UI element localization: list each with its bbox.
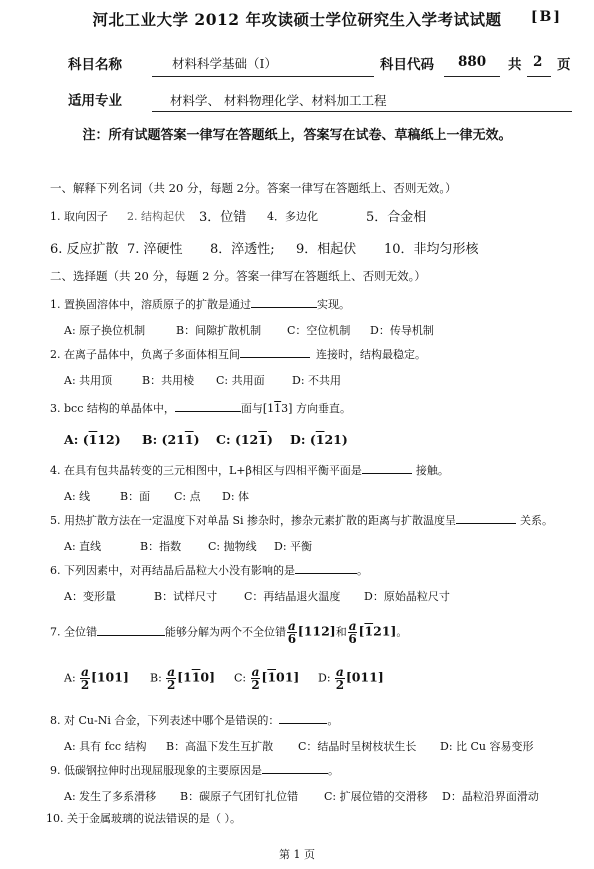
q1-option-a: A: 原子换位机制 (64, 324, 146, 337)
q9-option-c: C: 扩展位错的交滑移 (324, 790, 428, 803)
q8-option-a: A: 具有 fcc 结构 (64, 740, 147, 753)
question-2 (50, 346, 426, 362)
q9-option-d: D：晶粒沿界面滑动 (442, 790, 539, 803)
q8-option-b: B：高温下发生互扩散 (166, 740, 274, 753)
q3-d-part1: ( (309, 432, 316, 447)
q3-b-bar: 1 (184, 432, 194, 447)
q7-a-fraction (80, 666, 90, 691)
q5-stem-end: 关系。 (520, 514, 554, 527)
q7-stem-mid: 能够分解为两个不全位错 (165, 625, 286, 639)
page-footer: 第 1 页 (279, 848, 315, 861)
q1-stem: 1. 置换固溶体中，溶质原子的扩散是通过 (50, 298, 251, 311)
q7-v2-bar: 1 (364, 623, 374, 639)
major-underline (152, 111, 572, 112)
subject-name-value: 材料科学基础（I） (172, 56, 277, 71)
q3-option-b (142, 432, 199, 447)
term-7: 7. 淬硬性 (127, 242, 183, 257)
q7-v2-c: 21] (373, 623, 397, 639)
q7-c-num: a (251, 665, 260, 679)
q3-option-a (64, 432, 121, 447)
q7-a-den: 2 (80, 678, 90, 692)
q8-option-c: C：结晶时呈树枝状生长 (298, 740, 417, 753)
exam-title: 河北工业大学 2012 年攻读硕士学位研究生入学考试试题 (92, 10, 502, 29)
q6-stem: 6. 下列因素中，对再结晶后晶粒大小没有影响的是 (50, 564, 295, 577)
question-6 (50, 562, 368, 578)
q3-a-part2: 12) (97, 432, 121, 447)
q7-and: 和 (335, 625, 347, 639)
q2-option-d: D: 不共用 (292, 374, 342, 387)
q7-d-num: a (336, 665, 344, 679)
q6-option-c: C：再结晶退火温度 (244, 590, 341, 603)
q5-blank (456, 523, 516, 524)
q4-option-c: C: 点 (174, 490, 201, 503)
q7-frac2-num: a (348, 619, 357, 633)
q8-stem-end: 。 (327, 714, 339, 727)
q2-option-a: A: 共用顶 (64, 374, 113, 387)
q7-b-label: B: (150, 671, 162, 685)
q5-option-a: A: 直线 (64, 540, 102, 553)
q7-option-c (234, 666, 299, 691)
q3-stem-end: 3] 方向垂直。 (281, 402, 351, 415)
term-4: 4．多边化 (267, 210, 318, 223)
q6-option-d: D：原始晶粒尺寸 (364, 590, 450, 603)
q1-option-d: D：传导机制 (370, 324, 434, 337)
q7-blank (97, 635, 165, 636)
section2-heading: 二、选择题（共 20 分，每题 2 分。答案一律写在答题纸上、否则无效。） (50, 269, 426, 283)
q7-fraction-1 (287, 620, 297, 645)
q3-b-label: B: (142, 432, 158, 447)
q1-blank (251, 307, 317, 308)
term-5: 5．合金相 (366, 210, 427, 225)
q1-option-b: B：间隙扩散机制 (176, 324, 262, 337)
q3-a-bar: 1 (88, 432, 98, 447)
q3-blank (175, 411, 241, 412)
q5-option-b: B：指数 (140, 540, 182, 553)
q2-option-b: B：共用棱 (142, 374, 195, 387)
q7-c-label: C: (234, 671, 247, 685)
q9-stem: 9. 低碳钢拉伸时出现屈服现象的主要原因是 (50, 764, 262, 777)
term-1: 1. 取向因子 (50, 210, 108, 223)
q2-stem: 2. 在离子晶体中，负离子多面体相互间 (50, 348, 240, 361)
notice: 注：所有试题答案一律写在答题纸上，答案写在试卷、草稿纸上一律无效。 (82, 128, 512, 143)
q3-b-part1: (21 (161, 432, 185, 447)
q7-c-v1: [ (261, 669, 268, 685)
q3-d-bar: 1 (315, 432, 325, 447)
q3-c-bar: 1 (258, 432, 267, 447)
q1-stem-end: 实现。 (317, 298, 350, 311)
q7-a-vector: [101] (90, 669, 129, 685)
q3-stem-mid: 面与[1 (240, 402, 275, 415)
q5-option-d: D: 平衡 (274, 540, 313, 553)
q4-option-a: A: 线 (64, 490, 91, 503)
q9-option-b: B：碳原子气团钉扎位错 (180, 790, 299, 803)
question-5 (50, 512, 553, 528)
q8-option-d: D: 比 Cu 容易变形 (440, 740, 534, 753)
subject-code-label: 科目代码 (380, 57, 434, 73)
q7-d-vector: [011] (345, 669, 384, 685)
q6-option-a: A：变形量 (64, 590, 116, 603)
term-9: 9．相起伏 (296, 242, 357, 257)
q7-c-v2: 01] (276, 669, 300, 685)
q5-option-c: C: 抛物线 (208, 540, 257, 553)
subject-name-label: 科目名称 (68, 57, 122, 73)
version-tag: [B] (530, 9, 562, 25)
q7-c-bar: 1 (267, 669, 277, 685)
pages-count: 2 (533, 54, 543, 70)
q2-stem-end: 连接时，结构最稳定。 (316, 348, 426, 361)
term-3: 3．位错 (199, 210, 247, 225)
q7-stem: 7. 全位错 (50, 625, 97, 639)
q7-b-v2: 0] (200, 669, 216, 685)
question-9 (50, 762, 339, 778)
q7-option-d (318, 666, 384, 691)
q5-stem: 5. 用热扩散方法在一定温度下对单晶 Si 掺杂时，掺杂元素扩散的距离与扩散温度呈 (50, 514, 457, 527)
question-4 (50, 462, 449, 478)
q4-option-d: D: 体 (222, 490, 250, 503)
question-10: 10. 关于金属玻璃的说法错误的是（ ）。 (46, 812, 241, 825)
q7-b-vector (177, 670, 215, 685)
subject-name-underline (152, 76, 374, 77)
q2-blank (240, 357, 310, 358)
q3-option-c (216, 432, 273, 447)
q7-b-num: a (167, 665, 176, 679)
term-6: 6. 反应扩散 (50, 242, 119, 257)
question-7 (50, 620, 407, 645)
question-8 (50, 712, 338, 728)
q7-d-label: D: (318, 671, 331, 685)
q7-frac2-den: 6 (348, 632, 357, 646)
q3-a-part1: ( (82, 432, 89, 447)
q4-stem-end: 接触。 (415, 464, 449, 477)
pages-pre: 共 (508, 57, 522, 73)
q7-v2-a: [ (358, 623, 365, 639)
q6-stem-end: 。 (357, 564, 368, 577)
section1-heading: 一、解释下列名词（共 20 分，每题 2分。答案一律写在答题纸上、否则无效。） (50, 181, 457, 195)
major-label: 适用专业 (68, 93, 122, 109)
q9-option-a: A: 发生了多系滑移 (64, 790, 157, 803)
term-10: 10．非均匀形核 (384, 242, 479, 257)
term-8: 8．淬透性; (210, 242, 275, 257)
q7-b-bar: 1 (191, 669, 201, 685)
q3-a-label: A: (64, 432, 79, 447)
q7-stem-end: 。 (396, 625, 408, 639)
q7-frac1-den: 6 (287, 632, 297, 646)
subject-code-underline (444, 76, 500, 77)
q2-option-c: C: 共用面 (216, 374, 265, 387)
q3-stem: 3. bcc 结构的单晶体中， (50, 402, 175, 415)
q7-fraction-2 (348, 620, 358, 645)
q7-vector-2 (358, 624, 396, 639)
pages-underline (527, 76, 551, 77)
q6-option-b: B：试样尺寸 (154, 590, 218, 603)
major-value: 材料学、 材料物理化学、材料加工工程 (170, 93, 387, 108)
q7-c-den: 2 (251, 678, 260, 692)
q7-c-vector (261, 670, 299, 685)
q9-blank (262, 773, 328, 774)
pages-post: 页 (557, 57, 571, 73)
q7-c-fraction (251, 666, 261, 691)
q8-blank (279, 723, 327, 724)
term-2: 2. 结构起伏 (127, 210, 185, 223)
q7-b-den: 2 (167, 678, 176, 692)
q4-option-b: B：面 (120, 490, 151, 503)
question-3 (50, 400, 351, 416)
q4-blank (362, 473, 412, 474)
q7-b-v1: [1 (177, 669, 192, 685)
q3-d-part2: 21) (324, 432, 348, 447)
q3-overbar-digit: 1 (274, 402, 282, 415)
q9-stem-end: 。 (328, 764, 339, 777)
q4-stem: 4. 在具有包共晶转变的三元相图中，L+β相区与四相平衡平面是 (50, 464, 362, 477)
q7-a-num: a (81, 665, 89, 679)
q3-c-part1: (12 (234, 432, 259, 447)
q7-d-den: 2 (335, 678, 345, 692)
q7-vector-1: [112] (297, 623, 336, 639)
q1-option-c: C：空位机制 (287, 324, 351, 337)
q7-option-a (64, 666, 129, 691)
q3-c-part2: ) (266, 432, 273, 447)
q8-stem: 8. 对 Cu-Ni 合金，下列表述中哪个是错误的： (50, 714, 280, 727)
q3-option-d (290, 432, 348, 447)
question-1 (50, 296, 350, 312)
q3-c-label: C: (216, 432, 231, 447)
q7-frac1-num: a (288, 619, 296, 633)
q3-d-label: D: (290, 432, 306, 447)
q7-d-fraction (335, 666, 345, 691)
q7-option-b (150, 666, 215, 691)
q3-b-part2: ) (193, 432, 200, 447)
q7-b-fraction (166, 666, 176, 691)
subject-code-value: 880 (458, 54, 487, 70)
q6-blank (295, 573, 357, 574)
q7-a-label: A: (64, 671, 76, 685)
